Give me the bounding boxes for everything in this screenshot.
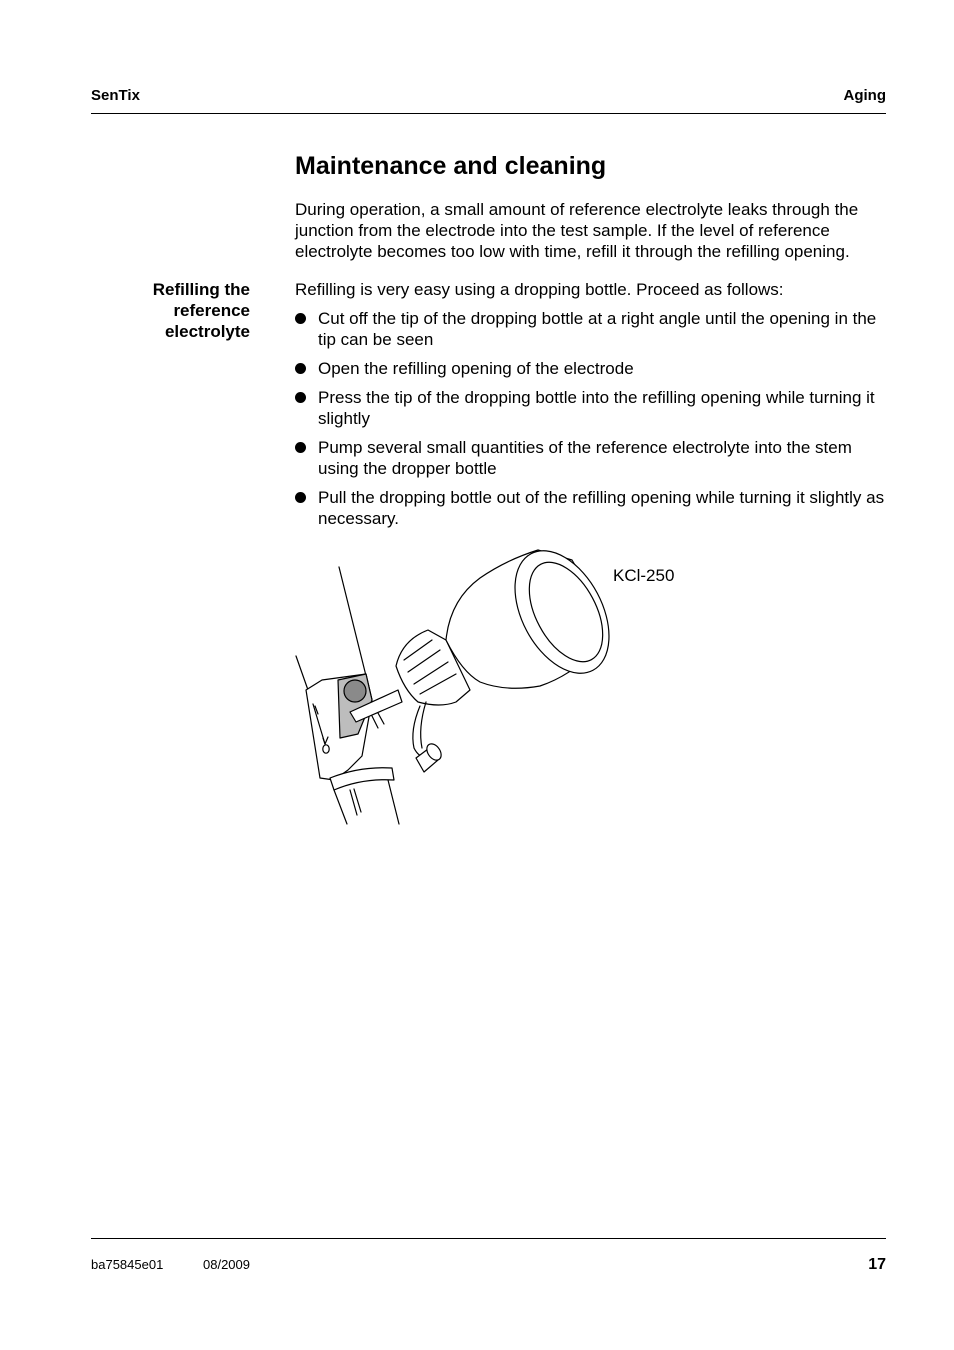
- bullet-icon: [295, 442, 306, 453]
- refilling-illustration: [290, 540, 620, 830]
- list-item: Press the tip of the dropping bottle into the refilling opening while turning it slightly: [295, 387, 890, 429]
- footer-date: 08/2009: [203, 1257, 250, 1272]
- header-product: SenTix: [91, 87, 140, 104]
- side-heading-line: Refilling the: [152, 280, 250, 299]
- footer-rule: [91, 1238, 886, 1239]
- list-item: Pull the dropping bottle out of the refilling opening while turning it slightly as necessary.: [295, 487, 890, 529]
- figure-label: KCl-250: [613, 566, 675, 585]
- lead-paragraph: Refilling is very easy using a dropping bottle. Proceed as follows:: [295, 280, 784, 299]
- step-list: [295, 308, 890, 537]
- bullet-icon: [295, 363, 306, 374]
- page-number: 17: [868, 1256, 886, 1273]
- intro-paragraph: During operation, a small amount of reference electrolyte leaks through the junction from the electrode into the test sample. If the level of reference electrolyte becomes too low with time, refill it through the refilling opening.: [295, 200, 859, 261]
- side-heading-line: reference: [173, 301, 250, 320]
- list-item: Cut off the tip of the dropping bottle at a right angle until the opening in the tip can be seen: [295, 308, 890, 350]
- side-heading-line: electrolyte: [164, 322, 250, 341]
- bullet-icon: [295, 392, 306, 403]
- side-heading: [100, 279, 250, 342]
- section-title: Maintenance and cleaning: [295, 152, 607, 180]
- list-item: Pump several small quantities of the reference electrolyte into the stem using the dropper bottle: [295, 437, 890, 479]
- header-rule: [91, 113, 886, 114]
- header-chapter: Aging: [843, 87, 886, 104]
- list-item: Open the refilling opening of the electrode: [295, 358, 890, 379]
- footer-doc-code: ba75845e01: [91, 1257, 164, 1272]
- bullet-icon: [295, 313, 306, 324]
- bullet-icon: [295, 492, 306, 503]
